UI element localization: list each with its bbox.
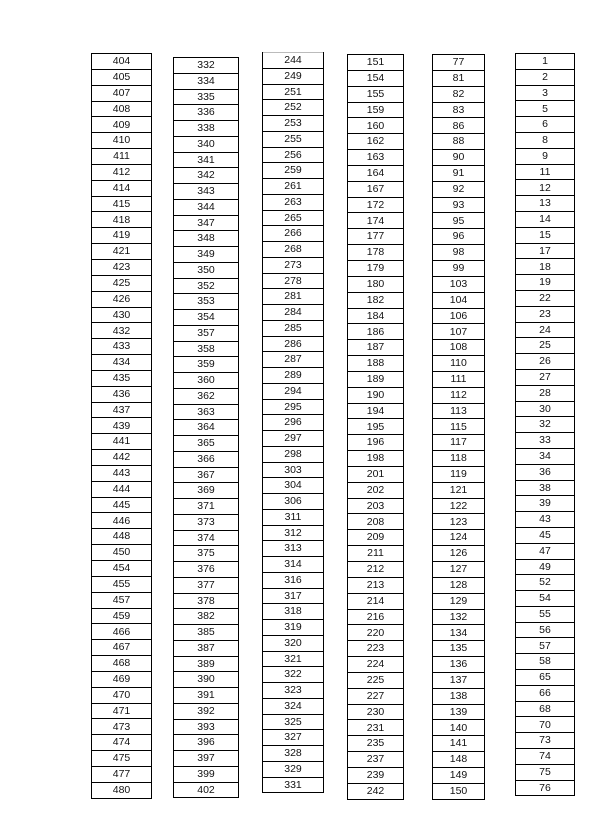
number-cell: 230	[348, 704, 403, 720]
number-cell: 23	[516, 306, 574, 322]
number-cell: 475	[92, 750, 151, 766]
number-cell: 410	[92, 132, 151, 148]
number-cell: 184	[348, 308, 403, 324]
number-column-3	[262, 52, 324, 793]
number-cell: 404	[92, 53, 151, 69]
number-cell: 77	[433, 54, 484, 70]
number-cell: 26	[516, 353, 574, 369]
number-cell: 294	[263, 383, 323, 399]
number-cell: 471	[92, 703, 151, 719]
number-cell: 323	[263, 682, 323, 698]
number-cell: 360	[174, 372, 238, 388]
number-cell: 162	[348, 133, 403, 149]
number-cell: 28	[516, 385, 574, 401]
number-cell: 332	[174, 57, 238, 73]
number-cell: 377	[174, 577, 238, 593]
number-cell: 196	[348, 434, 403, 450]
number-cell: 437	[92, 402, 151, 418]
number-cell: 213	[348, 577, 403, 593]
number-cell: 150	[433, 783, 484, 799]
number-cell: 374	[174, 530, 238, 546]
number-cell: 442	[92, 449, 151, 465]
number-cell: 450	[92, 544, 151, 560]
number-cell: 117	[433, 434, 484, 450]
number-cell: 477	[92, 766, 151, 782]
number-cell: 249	[263, 68, 323, 84]
number-cell: 341	[174, 152, 238, 168]
number-cell: 99	[433, 260, 484, 276]
number-cell: 138	[433, 688, 484, 704]
number-cell: 54	[516, 590, 574, 606]
number-cell: 316	[263, 572, 323, 588]
number-cell: 224	[348, 656, 403, 672]
number-cell: 335	[174, 89, 238, 105]
number-cell: 56	[516, 622, 574, 638]
number-cell: 252	[263, 99, 323, 115]
number-cell: 369	[174, 482, 238, 498]
number-cell: 455	[92, 576, 151, 592]
number-cell: 148	[433, 751, 484, 767]
number-cell: 354	[174, 309, 238, 325]
number-cell: 480	[92, 782, 151, 798]
number-cell: 426	[92, 291, 151, 307]
number-cell: 432	[92, 322, 151, 338]
number-cell: 187	[348, 339, 403, 355]
number-cell: 468	[92, 655, 151, 671]
number-cell: 331	[263, 777, 323, 793]
number-cell: 418	[92, 211, 151, 227]
number-cell: 303	[263, 462, 323, 478]
number-cell: 9	[516, 148, 574, 164]
number-cell: 225	[348, 672, 403, 688]
number-cell: 3	[516, 85, 574, 101]
number-cell: 139	[433, 704, 484, 720]
number-cell: 399	[174, 766, 238, 782]
number-cell: 121	[433, 482, 484, 498]
number-column-6	[515, 53, 575, 796]
number-cell: 141	[433, 735, 484, 751]
number-cell: 402	[174, 782, 238, 798]
number-cell: 49	[516, 559, 574, 575]
number-cell: 198	[348, 450, 403, 466]
number-column-2	[173, 57, 239, 798]
number-cell: 391	[174, 687, 238, 703]
number-cell: 211	[348, 545, 403, 561]
number-cell: 195	[348, 418, 403, 434]
number-cell: 122	[433, 498, 484, 514]
number-cell: 314	[263, 556, 323, 572]
number-cell: 334	[174, 73, 238, 89]
number-cell: 136	[433, 656, 484, 672]
number-cell: 190	[348, 387, 403, 403]
number-cell: 81	[433, 70, 484, 86]
number-cell: 312	[263, 525, 323, 541]
number-cell: 412	[92, 164, 151, 180]
number-cell: 467	[92, 639, 151, 655]
number-cell: 350	[174, 262, 238, 278]
number-cell: 113	[433, 403, 484, 419]
number-cell: 318	[263, 603, 323, 619]
number-cell: 363	[174, 404, 238, 420]
number-cell: 231	[348, 719, 403, 735]
number-cell: 127	[433, 561, 484, 577]
number-cell: 392	[174, 703, 238, 719]
number-cell: 348	[174, 230, 238, 246]
number-cell: 387	[174, 640, 238, 656]
number-cell: 366	[174, 451, 238, 467]
number-cell: 155	[348, 86, 403, 102]
number-cell: 66	[516, 685, 574, 701]
number-cell: 65	[516, 669, 574, 685]
number-cell: 263	[263, 194, 323, 210]
number-cell: 45	[516, 527, 574, 543]
number-cell: 445	[92, 497, 151, 513]
number-cell: 375	[174, 545, 238, 561]
number-cell: 129	[433, 593, 484, 609]
number-cell: 325	[263, 714, 323, 730]
number-cell: 110	[433, 355, 484, 371]
number-cell: 93	[433, 197, 484, 213]
number-cell: 118	[433, 450, 484, 466]
number-cell: 88	[433, 133, 484, 149]
number-cell: 371	[174, 498, 238, 514]
number-cell: 285	[263, 320, 323, 336]
number-cell: 364	[174, 419, 238, 435]
number-cell: 83	[433, 102, 484, 118]
number-cell: 43	[516, 511, 574, 527]
number-cell: 423	[92, 259, 151, 275]
number-cell: 317	[263, 588, 323, 604]
number-cell: 95	[433, 212, 484, 228]
number-cell: 208	[348, 513, 403, 529]
number-cell: 448	[92, 528, 151, 544]
number-cell: 22	[516, 290, 574, 306]
number-cell: 91	[433, 165, 484, 181]
number-cell: 140	[433, 719, 484, 735]
number-cell: 255	[263, 131, 323, 147]
number-cell: 38	[516, 480, 574, 496]
number-cell: 378	[174, 593, 238, 609]
number-cell: 214	[348, 593, 403, 609]
number-cell: 68	[516, 701, 574, 717]
number-cell: 273	[263, 257, 323, 273]
number-cell: 342	[174, 167, 238, 183]
number-cell: 34	[516, 448, 574, 464]
number-cell: 19	[516, 274, 574, 290]
number-cell: 349	[174, 246, 238, 262]
number-cell: 390	[174, 671, 238, 687]
number-cell: 58	[516, 653, 574, 669]
number-cell: 13	[516, 195, 574, 211]
number-cell: 328	[263, 745, 323, 761]
number-cell: 373	[174, 514, 238, 530]
number-cell: 358	[174, 341, 238, 357]
number-cell: 439	[92, 417, 151, 433]
number-cell: 376	[174, 561, 238, 577]
number-cell: 327	[263, 729, 323, 745]
number-cell: 124	[433, 529, 484, 545]
number-cell: 362	[174, 388, 238, 404]
number-cell: 2	[516, 69, 574, 85]
number-cell: 251	[263, 84, 323, 100]
number-cell: 353	[174, 293, 238, 309]
number-cell: 407	[92, 85, 151, 101]
number-cell: 457	[92, 592, 151, 608]
number-cell: 473	[92, 718, 151, 734]
number-cell: 344	[174, 199, 238, 215]
number-cell: 324	[263, 698, 323, 714]
number-cell: 33	[516, 432, 574, 448]
number-cell: 256	[263, 147, 323, 163]
number-cell: 470	[92, 687, 151, 703]
number-cell: 128	[433, 577, 484, 593]
number-cell: 289	[263, 367, 323, 383]
number-cell: 1	[516, 53, 574, 69]
number-cell: 76	[516, 780, 574, 796]
number-cell: 216	[348, 609, 403, 625]
number-cell: 57	[516, 637, 574, 653]
number-cell: 182	[348, 292, 403, 308]
number-cell: 212	[348, 561, 403, 577]
number-cell: 14	[516, 211, 574, 227]
number-cell: 96	[433, 228, 484, 244]
number-cell: 466	[92, 623, 151, 639]
number-cell: 435	[92, 370, 151, 386]
number-cell: 235	[348, 735, 403, 751]
number-cell: 311	[263, 509, 323, 525]
number-cell: 278	[263, 273, 323, 289]
number-cell: 159	[348, 102, 403, 118]
number-column-5	[432, 54, 485, 800]
number-cell: 164	[348, 165, 403, 181]
number-cell: 304	[263, 477, 323, 493]
number-cell: 104	[433, 292, 484, 308]
number-cell: 430	[92, 307, 151, 323]
number-cell: 244	[263, 52, 323, 68]
number-cell: 188	[348, 355, 403, 371]
number-cell: 126	[433, 545, 484, 561]
number-cell: 436	[92, 386, 151, 402]
number-cell: 106	[433, 308, 484, 324]
number-cell: 180	[348, 276, 403, 292]
number-cell: 320	[263, 635, 323, 651]
number-cell: 352	[174, 278, 238, 294]
number-cell: 253	[263, 115, 323, 131]
number-cell: 55	[516, 606, 574, 622]
number-cell: 441	[92, 433, 151, 449]
number-cell: 18	[516, 258, 574, 274]
number-cell: 322	[263, 666, 323, 682]
number-cell: 103	[433, 276, 484, 292]
number-cell: 134	[433, 624, 484, 640]
number-cell: 5	[516, 100, 574, 116]
number-cell: 111	[433, 371, 484, 387]
number-cell: 70	[516, 716, 574, 732]
number-cell: 82	[433, 86, 484, 102]
number-cell: 6	[516, 116, 574, 132]
number-cell: 454	[92, 560, 151, 576]
number-cell: 268	[263, 241, 323, 257]
number-cell: 414	[92, 180, 151, 196]
number-cell: 149	[433, 767, 484, 783]
number-cell: 137	[433, 672, 484, 688]
number-cell: 306	[263, 493, 323, 509]
number-cell: 75	[516, 764, 574, 780]
number-cell: 151	[348, 54, 403, 70]
number-cell: 47	[516, 543, 574, 559]
number-cell: 419	[92, 227, 151, 243]
number-cell: 340	[174, 136, 238, 152]
number-cell: 90	[433, 149, 484, 165]
number-cell: 135	[433, 640, 484, 656]
number-column-4	[347, 54, 404, 800]
number-cell: 98	[433, 244, 484, 260]
number-cell: 177	[348, 228, 403, 244]
number-cell: 425	[92, 275, 151, 291]
number-cell: 297	[263, 430, 323, 446]
number-cell: 459	[92, 608, 151, 624]
number-cell: 281	[263, 288, 323, 304]
number-cell: 409	[92, 116, 151, 132]
number-cell: 227	[348, 688, 403, 704]
number-cell: 359	[174, 356, 238, 372]
number-cell: 194	[348, 403, 403, 419]
number-cell: 107	[433, 323, 484, 339]
number-cell: 266	[263, 225, 323, 241]
number-cell: 24	[516, 322, 574, 338]
number-cell: 27	[516, 369, 574, 385]
number-cell: 321	[263, 651, 323, 667]
number-cell: 12	[516, 179, 574, 195]
number-cell: 421	[92, 243, 151, 259]
number-cell: 36	[516, 464, 574, 480]
number-cell: 444	[92, 481, 151, 497]
number-cell: 237	[348, 751, 403, 767]
number-cell: 336	[174, 104, 238, 120]
number-cell: 39	[516, 495, 574, 511]
number-cell: 112	[433, 387, 484, 403]
number-cell: 434	[92, 354, 151, 370]
number-cell: 287	[263, 351, 323, 367]
number-cell: 15	[516, 227, 574, 243]
number-cell: 132	[433, 609, 484, 625]
number-cell: 295	[263, 399, 323, 415]
number-cell: 286	[263, 336, 323, 352]
number-cell: 415	[92, 196, 151, 212]
number-cell: 163	[348, 149, 403, 165]
number-cell: 347	[174, 215, 238, 231]
number-cell: 203	[348, 498, 403, 514]
number-cell: 174	[348, 212, 403, 228]
number-cell: 239	[348, 767, 403, 783]
number-cell: 433	[92, 338, 151, 354]
number-cell: 11	[516, 164, 574, 180]
number-cell: 443	[92, 465, 151, 481]
number-cell: 357	[174, 325, 238, 341]
number-cell: 411	[92, 148, 151, 164]
number-cell: 202	[348, 482, 403, 498]
number-cell: 32	[516, 416, 574, 432]
number-cell: 115	[433, 418, 484, 434]
number-cell: 329	[263, 761, 323, 777]
number-cell: 393	[174, 719, 238, 735]
number-cell: 405	[92, 69, 151, 85]
number-cell: 25	[516, 337, 574, 353]
number-cell: 74	[516, 748, 574, 764]
number-cell: 365	[174, 435, 238, 451]
number-cell: 178	[348, 244, 403, 260]
number-cell: 446	[92, 512, 151, 528]
number-cell: 220	[348, 624, 403, 640]
number-cell: 86	[433, 117, 484, 133]
number-cell: 17	[516, 243, 574, 259]
number-cell: 92	[433, 181, 484, 197]
number-cell: 160	[348, 117, 403, 133]
number-cell: 469	[92, 671, 151, 687]
number-cell: 108	[433, 339, 484, 355]
number-cell: 52	[516, 574, 574, 590]
number-cell: 319	[263, 619, 323, 635]
number-cell: 385	[174, 624, 238, 640]
number-cell: 123	[433, 513, 484, 529]
number-cell: 261	[263, 178, 323, 194]
number-cell: 396	[174, 734, 238, 750]
number-cell: 284	[263, 304, 323, 320]
number-column-1	[91, 53, 152, 799]
number-cell: 8	[516, 132, 574, 148]
number-cell: 119	[433, 466, 484, 482]
number-cell: 298	[263, 446, 323, 462]
number-cell: 313	[263, 540, 323, 556]
number-cell: 201	[348, 466, 403, 482]
number-cell: 338	[174, 120, 238, 136]
number-cell: 474	[92, 734, 151, 750]
number-cell: 179	[348, 260, 403, 276]
number-cell: 30	[516, 401, 574, 417]
number-cell: 223	[348, 640, 403, 656]
number-cell: 189	[348, 371, 403, 387]
number-cell: 408	[92, 101, 151, 117]
number-cell: 382	[174, 608, 238, 624]
number-cell: 397	[174, 750, 238, 766]
number-cell: 296	[263, 414, 323, 430]
number-cell: 209	[348, 529, 403, 545]
number-cell: 73	[516, 732, 574, 748]
number-cell: 389	[174, 656, 238, 672]
number-cell: 172	[348, 197, 403, 213]
number-cell: 167	[348, 181, 403, 197]
number-cell: 186	[348, 323, 403, 339]
number-cell: 343	[174, 183, 238, 199]
number-cell: 242	[348, 783, 403, 799]
number-cell: 367	[174, 467, 238, 483]
number-cell: 259	[263, 162, 323, 178]
number-cell: 265	[263, 210, 323, 226]
number-cell: 154	[348, 70, 403, 86]
